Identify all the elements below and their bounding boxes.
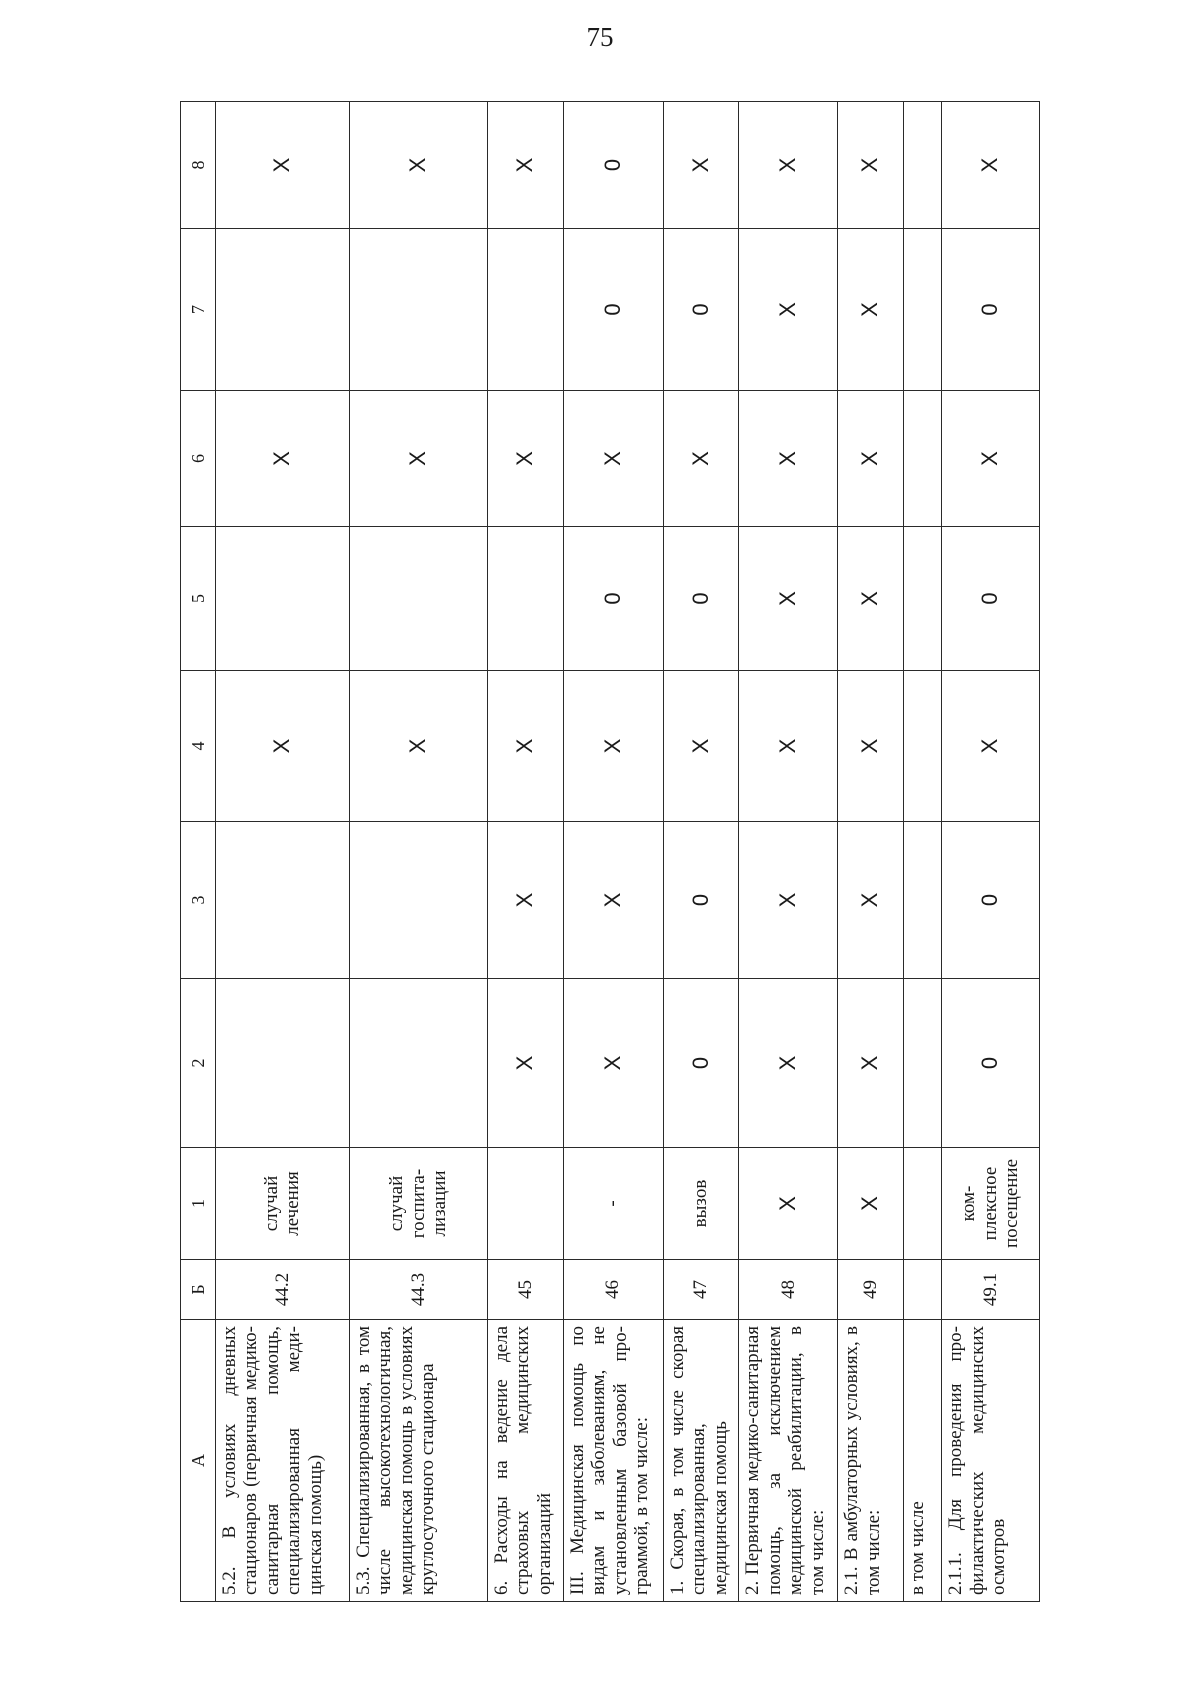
value-cell: X [349, 102, 487, 229]
value-cell: 0 [563, 229, 663, 391]
value-cell [903, 102, 941, 229]
value-cell [216, 979, 350, 1148]
unit-cell [903, 1148, 941, 1260]
row-code: 48 [739, 1260, 838, 1320]
row-description: 6. Расходы на ведение дела страховых медицинских организаций [487, 1320, 563, 1602]
value-cell: X [563, 671, 663, 822]
row-code: 45 [487, 1260, 563, 1320]
page-number: 75 [586, 22, 614, 52]
value-cell: X [663, 102, 739, 229]
value-cell: 0 [942, 822, 1040, 979]
value-cell: 0 [942, 229, 1040, 391]
unit-cell: вызов [663, 1148, 739, 1260]
row-description: 1. Скорая, в том числе скорая специализированная, медицинская помощь [663, 1320, 739, 1602]
unit-cell: - [563, 1148, 663, 1260]
value-cell: X [563, 391, 663, 527]
row-code: 44.3 [349, 1260, 487, 1320]
row-code: 47 [663, 1260, 739, 1320]
value-cell [487, 229, 563, 391]
row-description: 2.1.1. Для проведения профилактических медицинских осмотров [942, 1320, 1040, 1602]
value-cell: X [838, 979, 904, 1148]
financing-table [180, 101, 1040, 1602]
row-code: 44.2 [216, 1260, 350, 1320]
value-cell: 0 [663, 822, 739, 979]
row-code: 49.1 [942, 1260, 1040, 1320]
table-row [216, 102, 350, 1602]
value-cell [216, 527, 350, 671]
value-cell [216, 822, 350, 979]
value-cell: 0 [563, 102, 663, 229]
table-row [487, 102, 563, 1602]
col-header: 3 [181, 822, 216, 979]
col-header: 6 [181, 391, 216, 527]
value-cell [349, 527, 487, 671]
unit-cell [487, 1148, 563, 1260]
table-row [739, 102, 838, 1602]
table-row [838, 102, 904, 1602]
value-cell: X [487, 671, 563, 822]
value-cell: X [838, 102, 904, 229]
col-header: 8 [181, 102, 216, 229]
value-cell [903, 229, 941, 391]
table-row [942, 102, 1040, 1602]
col-header: 1 [181, 1148, 216, 1260]
value-cell: X [739, 822, 838, 979]
row-code [903, 1260, 941, 1320]
col-header: Б [181, 1260, 216, 1320]
table-row [563, 102, 663, 1602]
value-cell: X [838, 527, 904, 671]
unit-cell: X [739, 1148, 838, 1260]
row-description: 2. Первичная медико-санитарная помощь, за исключением медицинской реабилитации, в том числе: [739, 1320, 838, 1602]
value-cell: 0 [663, 527, 739, 671]
rotated-table-container [180, 102, 1040, 1602]
value-cell: 0 [663, 229, 739, 391]
row-description: в том числе [903, 1320, 941, 1602]
value-cell: X [487, 979, 563, 1148]
value-cell [903, 671, 941, 822]
value-cell [349, 229, 487, 391]
value-cell [349, 979, 487, 1148]
header-row [181, 102, 216, 1602]
value-cell: X [563, 822, 663, 979]
value-cell [216, 229, 350, 391]
value-cell: X [663, 671, 739, 822]
unit-cell: комплексное посещение [942, 1148, 1040, 1260]
value-cell: X [838, 229, 904, 391]
col-header: 4 [181, 671, 216, 822]
value-cell: X [838, 822, 904, 979]
unit-cell: случай лечения [216, 1148, 350, 1260]
col-header: 2 [181, 979, 216, 1148]
value-cell: X [838, 671, 904, 822]
value-cell: X [942, 671, 1040, 822]
value-cell: 0 [942, 979, 1040, 1148]
value-cell: X [942, 102, 1040, 229]
value-cell: X [216, 102, 350, 229]
value-cell: 0 [942, 527, 1040, 671]
value-cell: X [216, 671, 350, 822]
row-description: 5.3. Специализированная, в том числе высокотехнологичная, медицинская помощь в условиях круглосуточного стационара [349, 1320, 487, 1602]
value-cell: X [349, 671, 487, 822]
value-cell: X [349, 391, 487, 527]
value-cell: X [739, 979, 838, 1148]
value-cell: 0 [563, 527, 663, 671]
row-description: 5.2. В условиях дневных стационаров (первичная медико-санитарная помощь, специализированная медицинская помощь) [216, 1320, 350, 1602]
value-cell: X [739, 102, 838, 229]
value-cell: X [563, 979, 663, 1148]
value-cell [903, 822, 941, 979]
value-cell [903, 391, 941, 527]
value-cell: X [739, 229, 838, 391]
unit-cell: случай госпитализации [349, 1148, 487, 1260]
value-cell [903, 527, 941, 671]
col-header: А [181, 1320, 216, 1602]
value-cell: X [942, 391, 1040, 527]
col-header: 5 [181, 527, 216, 671]
value-cell [349, 822, 487, 979]
value-cell: X [838, 391, 904, 527]
row-description: 2.1. В амбулаторных условиях, в том числе: [838, 1320, 904, 1602]
row-description: III. Медицинская помощь по видам и заболеваниям, не установленным базовой программой, в том числе: [563, 1320, 663, 1602]
row-code: 49 [838, 1260, 904, 1320]
value-cell: X [739, 671, 838, 822]
value-cell: X [663, 391, 739, 527]
unit-cell: X [838, 1148, 904, 1260]
value-cell: X [739, 527, 838, 671]
value-cell: X [487, 102, 563, 229]
value-cell: X [216, 391, 350, 527]
value-cell [903, 979, 941, 1148]
table-row [349, 102, 487, 1602]
value-cell: 0 [663, 979, 739, 1148]
col-header: 7 [181, 229, 216, 391]
value-cell: X [739, 391, 838, 527]
table-row [903, 102, 941, 1602]
value-cell: X [487, 822, 563, 979]
row-code: 46 [563, 1260, 663, 1320]
table-row [663, 102, 739, 1602]
value-cell [487, 527, 563, 671]
value-cell: X [487, 391, 563, 527]
